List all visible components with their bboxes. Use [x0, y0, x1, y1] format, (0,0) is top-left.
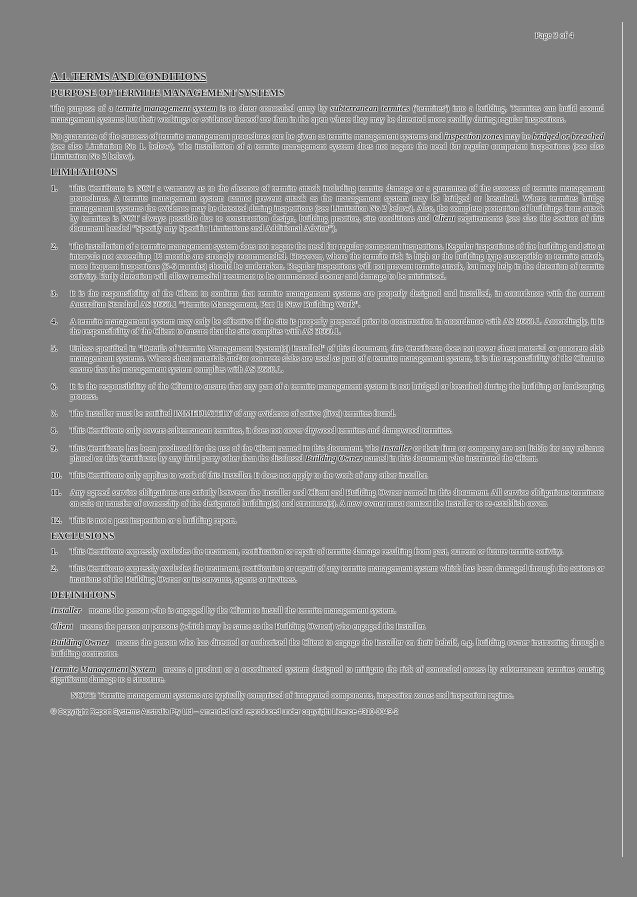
item-text	[70, 443, 604, 463]
item-number: 2.	[51, 240, 58, 251]
list-item	[51, 288, 604, 308]
page-edge-rule	[622, 22, 623, 857]
text-run: No guarantee of the success of termite management procedures can be given as termite management systems and	[51, 130, 445, 141]
text-run: (see also Limitation No 1. below). The installation of a termite management system does not negate the need for regular competent inspections (see also Limitation No 2 below).	[51, 141, 604, 162]
emphasis-term: inspection zones	[444, 130, 503, 141]
item-text: The Installer must be notified IMMEDIATELY of any evidence of active (live) termites found.	[70, 408, 396, 419]
document-body	[51, 73, 604, 719]
copyright-notice: © Copyright Report Systems Australia Pty Ltd – amended and reproduced under copyright Licence #310-0049-2	[51, 709, 399, 717]
item-text: Unless specified in "Details of Termite Management System(s) Installed" of this document, this Certificate does not cover sheet material or concrete slab management systems. Where sheet materials and/or concrete slabs are used as part of a termite management system, it is the responsibility of the Client to ensure that the management system complies with AS 3660.1.	[70, 343, 604, 374]
item-number: 1.	[51, 182, 58, 193]
emphasis-term: termite management system	[116, 103, 217, 114]
list-item	[51, 443, 604, 463]
item-text: The installation of a termite management system does not negate the need for regular competent inspections. Regular inspections of the building and site at intervals not exceeding 12 months are strongly recommended. However, where the termite risk is high or the building type susceptible to termite attack, more frequent inspections (3-6 months) should be undertaken. Regular inspections will not prevent termite attack, but may help in the detection of termite activity. Early detection will allow remedial treatment to be commenced sooner and damage to be minimised.	[70, 240, 604, 282]
definition-term: Termite Management System	[51, 663, 156, 674]
purpose-paragraph-1	[51, 103, 604, 123]
definition-text: means the person who has directed or authorised the Client to engage the Installer on their behalf, e.g. building owner instructing through a building contractor.	[51, 637, 604, 658]
item-number: 5.	[51, 343, 58, 354]
text-run: This Certificate is NOT a warranty as to the absence of termite attack including termite damage or a guarantee of the success of termite management procedures. A termite management system cannot prevent attack as the management system may be bridged or breached. Where termites bridge management systems the evidence may be detected during inspections (see Limitation No 2 below). Also, the complete protection of buildings from attack by termites is NOT always possible due to construction design, building practice, site conditions and	[70, 182, 604, 224]
definition-term: Installer	[51, 604, 82, 615]
section-heading-definitions: DEFINITIONS	[51, 589, 116, 601]
text-run: is to deter concealed entry by	[216, 103, 331, 114]
list-item	[51, 563, 604, 583]
text-run: or their firm or company are not liable for any reliance placed on this Certificate by any third party other than the disclosed	[70, 442, 604, 463]
list-item	[51, 408, 604, 418]
emphasis-term: bridged or breached	[532, 130, 604, 141]
text-run: This Certificate has been produced for the use of the Client named in this document. The	[70, 442, 382, 453]
item-number: 8.	[51, 425, 58, 436]
list-item	[51, 487, 604, 507]
list-item	[51, 470, 604, 480]
item-number: 9.	[51, 442, 58, 453]
item-number: 10.	[51, 470, 62, 481]
item-number: 2.	[51, 563, 58, 574]
emphasis-term: subterranean termites	[330, 103, 410, 114]
item-number: 7.	[51, 408, 58, 419]
item-text: This Certificate expressly excludes the treatment, rectification or repair of any termite management system which has been damaged through the actions or inactions of the Building Owner or its servants, agents or invitees.	[70, 563, 604, 584]
purpose-paragraph-2	[51, 131, 604, 162]
list-item	[51, 241, 604, 282]
definition-item	[51, 605, 604, 615]
item-text: Any agreed service obligations are strictly between the Installer and Client and Building Owner named in this document. All service obligations terminate on sale or transfer of ownership of the designated building(s) and structure(s). A new owner must contact the Installer to re-establish cover.	[70, 487, 604, 508]
text-run: The purpose of a	[51, 103, 117, 114]
definition-text: means the person or persons (which may be same as the Building Owner) who engaged the Installer.	[80, 621, 426, 632]
list-item	[51, 343, 604, 374]
text-run: requirements (see also the section of this document headed "Specify any Specific Limitations and Additional Advice").	[70, 213, 604, 234]
section-heading-purpose: PURPOSE OF TERMITE MANAGEMENT SYSTEMS	[51, 88, 285, 100]
item-number: 1.	[51, 546, 58, 557]
item-text: It is the responsibility of the Client to confirm that termite management systems are properly designed and installed, in accordance with the current Australian Standard AS 3660.1 "Termite Management, Part 1: New Building Work".	[70, 288, 604, 309]
item-text: This Certificate expressly excludes the treatment, rectification or repair of termite damage resulting from past, current or future termite activity.	[70, 546, 564, 557]
item-number: 12.	[51, 514, 62, 525]
item-number: 3.	[51, 288, 58, 299]
list-item	[51, 316, 604, 336]
item-text: It is the responsibility of the Client to ensure that any part of a termite management system is not bridged or breached during the building or landscaping process.	[70, 380, 604, 402]
section-heading-limitations: LIMITATIONS	[51, 167, 117, 179]
item-text: A termite management system may only be effective if the site is properly prepared prior to construction in accordance with AS 3660.1. Accordingly, it is the responsibility of the Client to ensure that the site complies with AS 3660.1.	[70, 315, 604, 337]
list-item	[51, 183, 604, 234]
definitions-note: NOTE: Termite management systems are typically comprised of integrated components, inspection zones and inspection regime.	[71, 690, 515, 701]
definition-text: means the person who is engaged by the Client to install the termite management system.	[89, 604, 397, 615]
list-item	[51, 515, 604, 525]
section-heading-exclusions: EXCLUSIONS	[51, 530, 115, 542]
definition-item	[51, 664, 604, 684]
definition-text: means a product or a coordinated system designed to mitigate the risk of concealed access by subterranean termites causing significant damage to a structure.	[51, 663, 605, 684]
item-text: This is not a pest inspection or a building report.	[70, 514, 237, 525]
definition-item	[51, 621, 604, 631]
item-number: 11.	[51, 487, 62, 498]
item-text	[70, 183, 604, 234]
page-number: Page 3 of 4	[535, 30, 574, 40]
definition-term: Client	[51, 621, 73, 632]
item-text: This Certificate only applies to work of this Installer. It does not apply to the work of any other installer.	[70, 470, 429, 481]
item-number: 6.	[51, 380, 58, 391]
text-run: ('termites') into a building. Termites can build around management systems but their workings or evidence thereof are then in the open where they may be detected more readily during regular inspections.	[51, 103, 605, 124]
emphasis-term: Client	[433, 213, 455, 224]
list-item	[51, 381, 604, 401]
text-run: may be	[502, 130, 533, 141]
item-text: This Certificate only covers subterranean termites, it does not cover drywood termites and dampwood termites.	[70, 425, 453, 436]
document-title: A.1. TERMS AND CONDITIONS	[51, 72, 207, 83]
definition-term: Building Owner	[51, 637, 109, 648]
list-item	[51, 546, 604, 556]
limitations-list	[51, 183, 604, 525]
list-item	[51, 425, 604, 435]
text-run: named in this document who instructed the Client.	[362, 452, 538, 463]
definition-item	[51, 637, 604, 657]
emphasis-term: Installer	[381, 442, 412, 453]
emphasis-term: Building Owner	[305, 452, 363, 463]
item-number: 4.	[51, 315, 58, 326]
definitions-list	[51, 605, 604, 684]
exclusions-list	[51, 546, 604, 584]
